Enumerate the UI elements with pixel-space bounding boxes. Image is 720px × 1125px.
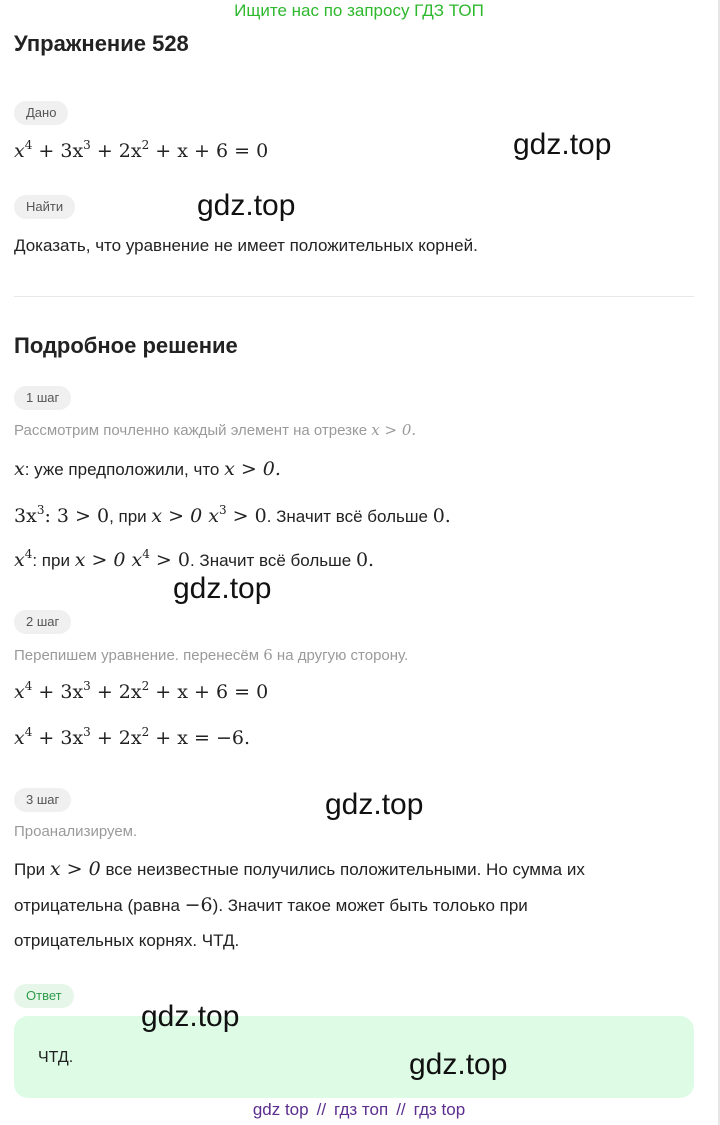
step3-badge: 3 шаг bbox=[14, 788, 71, 812]
step2-intro: Перепишем уравнение. перенесём 6 на другую сторону. bbox=[14, 646, 409, 664]
solution-title: Подробное решение bbox=[14, 333, 238, 358]
find-badge: Найти bbox=[14, 195, 75, 219]
footer-links bbox=[0, 1100, 718, 1120]
watermark: gdz.top bbox=[141, 1000, 240, 1033]
step3-line2: отрицательна (равна −6). Значит такое может быть толоько при bbox=[14, 894, 528, 916]
answer-badge: Ответ bbox=[14, 984, 74, 1008]
footer-separator: // bbox=[316, 1100, 327, 1119]
step3-line3: отрицательных корнях. ЧТД. bbox=[14, 931, 240, 950]
footer-separator: // bbox=[396, 1100, 406, 1119]
watermark: gdz.top bbox=[197, 189, 296, 222]
footer-link-gdz-top-ru[interactable]: гдз топ bbox=[334, 1100, 389, 1119]
exercise-title: Упражнение 528 bbox=[14, 31, 189, 56]
footer-link-gdz-top[interactable]: gdz top bbox=[252, 1100, 309, 1119]
step1-line2: $3x^3$: 3 > 0, при x > 0 $x^3 > 0$. Значит всё больше 0. bbox=[14, 503, 451, 527]
step3-line1: При x > 0 все неизвестные получились положительными. Но сумма их bbox=[14, 858, 585, 880]
step2-badge: 2 шаг bbox=[14, 610, 71, 634]
answer-box bbox=[14, 1016, 694, 1098]
section-divider bbox=[14, 296, 694, 297]
watermark: gdz.top bbox=[325, 788, 424, 821]
watermark: gdz.top bbox=[513, 128, 612, 161]
watermark: gdz.top bbox=[409, 1048, 508, 1081]
step1-badge: 1 шаг bbox=[14, 386, 71, 410]
given-equation: $x^4 + 3x^3 + 2x^2 + x + 6 = 0$ bbox=[14, 138, 269, 162]
search-hint-link[interactable]: Ищите нас по запросу ГДЗ ТОП bbox=[234, 1, 484, 20]
answer-text: ЧТД. bbox=[38, 1049, 74, 1066]
watermark: gdz.top bbox=[173, 572, 272, 605]
find-text: Доказать, что уравнение не имеет положительных корней. bbox=[14, 236, 478, 255]
step1-line3: $x^4$: при x > 0 $x^4 > 0$. Значит всё больше 0. bbox=[14, 547, 375, 571]
step2-equation-1: $x^4 + 3x^3 + 2x^2 + x + 6 = 0$ bbox=[14, 679, 269, 703]
footer-link-gdz-top-mixed[interactable]: гдз top bbox=[413, 1100, 466, 1119]
step1-intro: Рассмотрим почленно каждый элемент на отрезке x > 0. bbox=[14, 421, 417, 439]
step2-equation-2: $x^4 + 3x^3 + 2x^2 + x = -6$. bbox=[14, 725, 251, 749]
given-badge: Дано bbox=[14, 101, 68, 125]
step3-intro: Проанализируем. bbox=[14, 823, 138, 840]
step1-line1: x: уже предположили, что x > 0. bbox=[14, 458, 281, 480]
